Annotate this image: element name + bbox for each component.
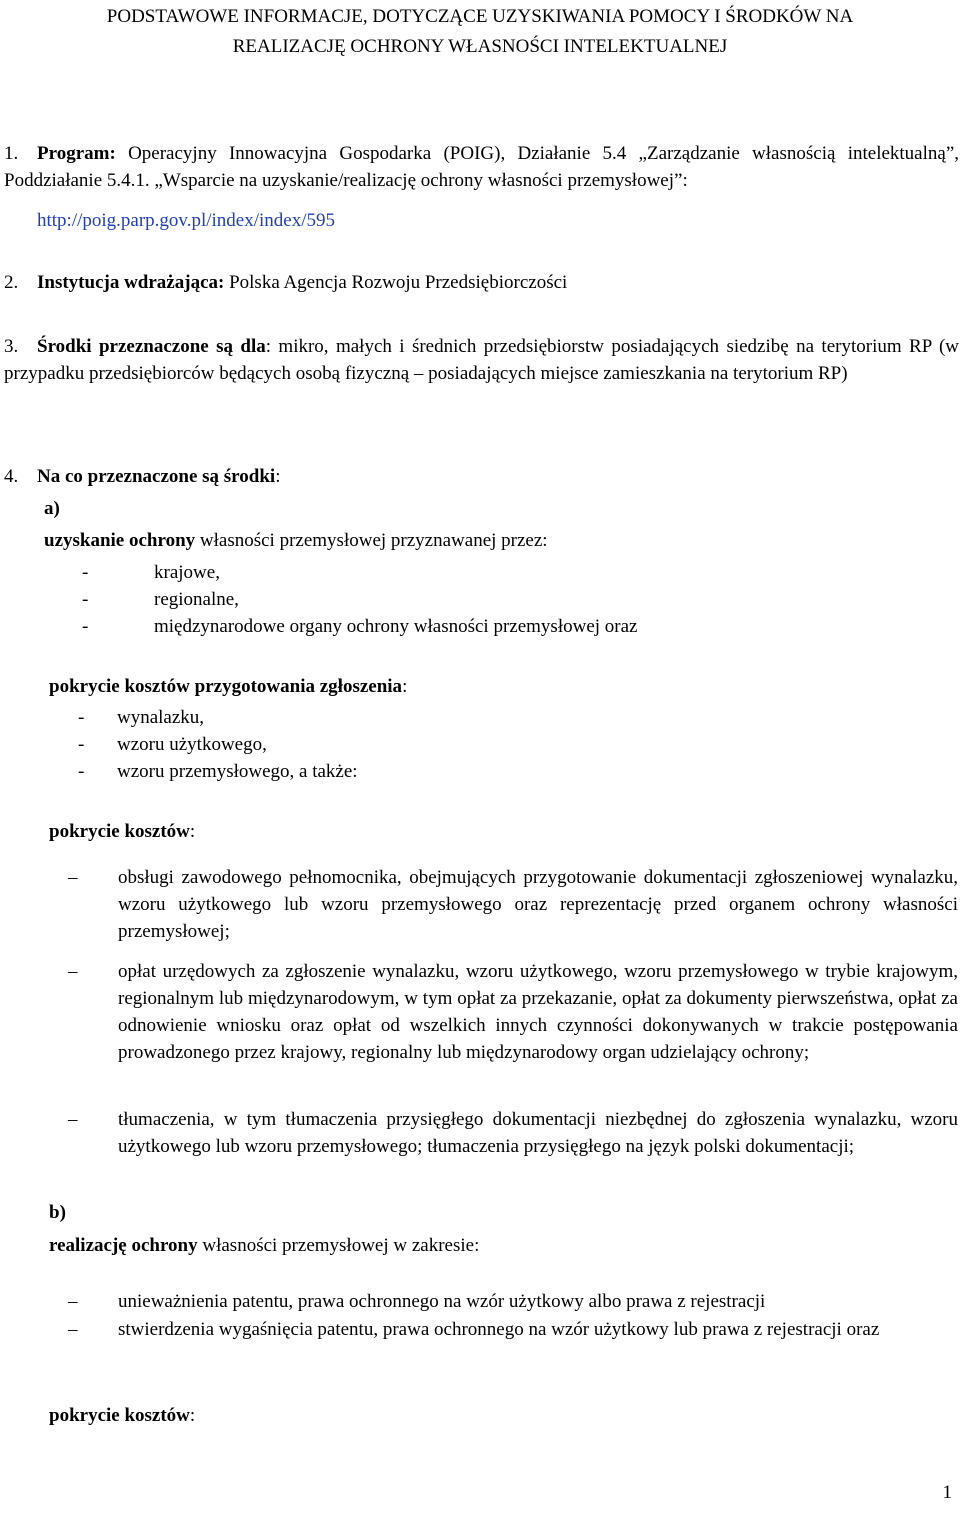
title-line-1: PODSTAWOWE INFORMACJE, DOTYCZĄCE UZYSKIWANIA POMOCY I ŚRODKÓW NA	[106, 6, 854, 27]
list-item-text: regionalne,	[154, 589, 239, 610]
section-3-label: Środki przeznaczone są dla	[37, 336, 266, 357]
title-line-2: REALIZACJĘ OCHRONY WŁASNOŚCI INTELEKTUALNEJ	[232, 36, 728, 57]
list-item: -	[82, 562, 89, 583]
subsection-a-label: a)	[44, 498, 60, 519]
list-item: –	[68, 867, 78, 888]
list-item-text: wynalazku,	[117, 707, 205, 728]
subsection-b-label: b)	[49, 1202, 66, 1223]
list-item-text: opłat urzędowych za zgłoszenie wynalazku, wzoru użytkowego, wzoru przemysłowego w trybie krajowym, regionalnym lub międzynarodowym, w tym opłat za przekazanie, opłat za dokumenty pierwszeństwa, opłat za odnowienie wniosku oraz opłat od wszelkich innych czynności dokonywanych w trakcie postępowania prowadzonego przez krajowy, regionalny lub międzynarodowy organ udzielający ochrony;	[118, 961, 958, 1063]
program-link[interactable]: http://poig.parp.gov.pl/index/index/595	[37, 210, 335, 231]
section-2-label: Instytucja wdrażająca:	[37, 272, 225, 293]
list-item: -	[78, 761, 85, 782]
section-2-text: Polska Agencja Rozwoju Przedsiębiorczości	[229, 272, 568, 293]
section-1-text: Operacyjny Innowacyjna Gospodarka (POIG), Działanie 5.4 „Zarządzanie własnością intelektualną”, Poddziałanie 5.4.1. „Wsparcie na uzyskanie/realizację ochrony własności przemysłowej”:	[4, 143, 960, 191]
list-item: –	[68, 961, 78, 982]
list-item: –	[68, 1291, 78, 1312]
list-item-text: wzoru przemysłowego, a także:	[117, 761, 358, 782]
list-item-text: obsługi zawodowego pełnomocnika, obejmujących przygotowanie dokumentacji zgłoszeniowej wynalazku, wzoru użytkowego lub wzoru przemysłowego oraz reprezentację przed organem ochrony własności przemysłowej;	[118, 867, 958, 942]
section-4-heading: 4. Na co przeznaczone są środki:	[4, 466, 281, 487]
b-cost-heading: pokrycie kosztów:	[49, 1405, 196, 1426]
section-1: 1. Program: Operacyjny Innowacyjna Gospodarka (POIG), Działanie 5.4 „Zarządzanie własnością intelektualną”, Poddziałanie 5.4.1. „Wsparcie na uzyskanie/realizację ochrony własności przemysłowej”:	[4, 143, 960, 191]
list-item-text: wzoru użytkowego,	[117, 734, 267, 755]
section-3-text: : mikro, małych i średnich przedsiębiorstw posiadających siedzibę na terytorium RP (w przypadku przedsiębiorców będących osobą fizyczną – posiadających miejsce zamieszkania na terytorium RP)	[4, 336, 960, 384]
list-item-text: tłumaczenia, w tym tłumaczenia przysięgłego dokumentacji niezbędnej do zgłoszenia wynalazku, wzoru użytkowego lub wzoru przemysłowego; tłumaczenia przysięgłego na język polski dokumentacji;	[118, 1109, 958, 1157]
list-item: –	[68, 1109, 78, 1130]
subsection-b-heading: realizację ochrony własności przemysłowej w zakresie:	[49, 1235, 480, 1256]
cost-coverage-heading: pokrycie kosztów:	[49, 821, 196, 842]
list-item-text: międzynarodowe organy ochrony własności przemysłowej oraz	[154, 616, 638, 637]
section-1-link-line	[37, 207, 335, 234]
section-3: 3. Środki przeznaczone są dla: mikro, małych i średnich przedsiębiorstw posiadających siedzibę na terytorium RP (w przypadku przedsiębiorców będących osobą fizyczną – posiadających miejsce zamieszkania na terytorium RP)	[4, 336, 960, 384]
document-title	[35, 2, 925, 62]
list-item: -	[82, 616, 89, 637]
section-4-label: Na co przeznaczone są środki	[37, 466, 276, 487]
section-2: 2. Instytucja wdrażająca: Polska Agencja Rozwoju Przedsiębiorczości	[4, 272, 568, 293]
list-item-text: unieważnienia patentu, prawa ochronnego na wzór użytkowy albo prawa z rejestracji	[118, 1291, 766, 1312]
list-item: -	[78, 734, 85, 755]
list-item: -	[82, 589, 89, 610]
prep-costs-heading: pokrycie kosztów przygotowania zgłoszenia:	[49, 676, 408, 697]
page-number: 1	[942, 1482, 952, 1503]
list-item-text: stwierdzenia wygaśnięcia patentu, prawa ochronnego na wzór użytkowy lub prawa z rejestracji oraz	[118, 1319, 880, 1340]
list-item: -	[78, 707, 85, 728]
subsection-a-heading: uzyskanie ochrony własności przemysłowej przyznawanej przez:	[44, 530, 548, 551]
list-item: –	[68, 1319, 78, 1340]
list-item-text: krajowe,	[154, 562, 220, 583]
section-1-label: Program:	[37, 143, 116, 164]
